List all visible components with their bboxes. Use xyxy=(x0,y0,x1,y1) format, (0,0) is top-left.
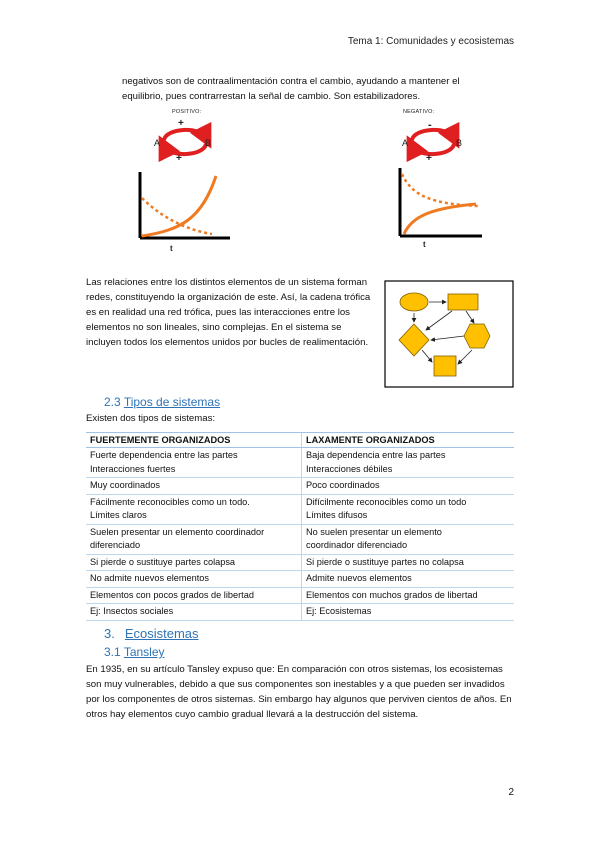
table-cell: Elementos con pocos grados de libertad xyxy=(86,587,302,604)
systems-comparison-table xyxy=(86,432,514,621)
table-cell: Muy coordinados xyxy=(86,478,302,495)
table-cell: Fácilmente reconocibles como un todo. Límites claros xyxy=(86,494,302,524)
negative-node-a: A xyxy=(402,138,409,148)
negative-label: NEGATIVO: xyxy=(403,109,435,115)
heading-tansley xyxy=(104,645,165,659)
positive-node-a: A xyxy=(154,138,161,148)
negative-curve-chart xyxy=(392,166,484,238)
negative-bottom-sign: + xyxy=(426,153,433,164)
positive-time-axis: t xyxy=(170,244,173,253)
table-cell: Ej: Insectos sociales xyxy=(86,604,302,621)
table-cell: Si pierde o sustituye partes colapsa xyxy=(86,554,302,571)
running-header: Tema 1: Comunidades y ecosistemas xyxy=(347,36,514,47)
types-lead: Existen dos tipos de sistemas: xyxy=(86,413,216,424)
table-row xyxy=(86,448,514,478)
table-cell: No suelen presentar un elemento coordinador diferenciado xyxy=(302,524,515,554)
tansley-paragraph: En 1935, en su artículo Tansley expuso que: En comparación con otros sistemas, los ecosistemas son muy vulnerables, debido a que sus componentes son inestables y a que pueden ser invadidos por los componentes de otros sistemas. Sin embargo hay algunos que perviven cientos de años. En otros hay elementos cuyo cambio gradual llevará a la destrucción del sistema. xyxy=(86,664,512,720)
table-cell: Baja dependencia entre las partes Interacciones débiles xyxy=(302,448,515,478)
table-cell: Admite nuevos elementos xyxy=(302,571,515,588)
heading-number: 2.3 xyxy=(104,395,121,409)
heading-tipos-de-sistemas xyxy=(104,395,220,409)
table-cell: Suelen presentar un elemento coordinador diferenciado xyxy=(86,524,302,554)
heading-number: 3. xyxy=(104,626,115,641)
table-cell: Elementos con muchos grados de libertad xyxy=(302,587,515,604)
heading-title: Tipos de sistemas xyxy=(123,395,221,409)
table-row xyxy=(86,554,514,571)
positive-label: POSITIVO: xyxy=(172,109,202,115)
table-row xyxy=(86,524,514,554)
negative-top-sign: - xyxy=(428,119,432,131)
intro-paragraph: negativos son de contraalimentación contra el cambio, ayudando a mantener el equilibrio, pues contrarrestan la señal de cambio. Son estabilizadores. xyxy=(122,76,460,102)
heading-title: Tansley xyxy=(123,645,165,659)
table-header: LAXAMENTE ORGANIZADOS xyxy=(302,433,515,448)
table-cell: Poco coordinados xyxy=(302,478,515,495)
positive-bottom-sign: + xyxy=(176,153,183,164)
network-diagram xyxy=(384,280,514,388)
table-cell: Fuerte dependencia entre las partes Interacciones fuertes xyxy=(86,448,302,478)
table-row xyxy=(86,494,514,524)
table-header: FUERTEMENTE ORGANIZADOS xyxy=(86,433,302,448)
negative-node-b: B xyxy=(456,138,463,148)
table-cell: Ej: Ecosistemas xyxy=(302,604,515,621)
page-number: 2 xyxy=(508,787,514,798)
heading-number: 3.1 xyxy=(104,645,121,659)
table-cell: No admite nuevos elementos xyxy=(86,571,302,588)
table-row xyxy=(86,571,514,588)
heading-ecosistemas xyxy=(104,626,199,641)
positive-node-b: B xyxy=(205,138,212,148)
table-row xyxy=(86,587,514,604)
heading-title: Ecosistemas xyxy=(124,626,199,641)
positive-curve-chart xyxy=(132,170,232,242)
table-row xyxy=(86,478,514,495)
negative-time-axis: t xyxy=(423,240,426,249)
table-cell: Difícilmente reconocibles como un todo Límites difusos xyxy=(302,494,515,524)
table-cell: Si pierde o sustituye partes no colapsa xyxy=(302,554,515,571)
positive-top-sign: + xyxy=(178,118,185,129)
table-row xyxy=(86,604,514,621)
systems-paragraph: Las relaciones entre los distintos elementos de un sistema forman redes, constituyendo la organización de este. Así, la cadena trófica es en realidad una red trófica, pues las interacciones entre los elementos no son lineales, sino complejas. En el sistema se incluyen todos los elementos unidos por bucles de realimentación. xyxy=(86,277,371,348)
